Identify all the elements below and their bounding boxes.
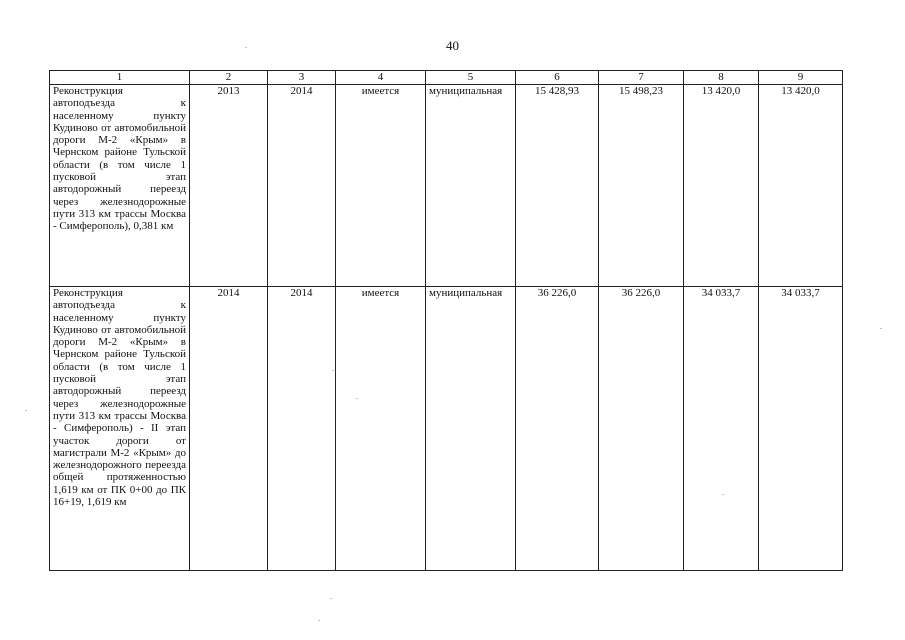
- column-header: 8: [684, 71, 759, 85]
- object-name-cell: Реконструкция автоподъезда к населенному пункту Кудиново от автомобильной дороги М-2 «Крым» в Чернском районе Тульской области (в том числе 1 пусковой этап автодорожный переезд через железнодорожные пути 313 км трассы Москва - Симферополь), 0,381 км: [50, 85, 190, 287]
- scan-speck: [245, 47, 247, 48]
- value-cell: 36 226,0: [599, 287, 684, 571]
- scan-speck: [330, 598, 332, 599]
- value-cell: 34 033,7: [684, 287, 759, 571]
- availability-cell: имеется: [336, 85, 426, 287]
- start-year-cell: 2014: [190, 287, 268, 571]
- column-header: 7: [599, 71, 684, 85]
- availability-cell: имеется: [336, 287, 426, 571]
- table-row: [50, 287, 843, 571]
- value-cell: 13 420,0: [759, 85, 843, 287]
- value-cell: 15 498,23: [599, 85, 684, 287]
- value-cell: 36 226,0: [516, 287, 599, 571]
- scan-speck: [356, 398, 358, 399]
- end-year-cell: 2014: [268, 287, 336, 571]
- scan-speck: [722, 494, 724, 495]
- column-header: 2: [190, 71, 268, 85]
- scan-speck: [25, 410, 27, 411]
- table-header-row: [50, 71, 843, 85]
- scan-speck: [880, 328, 882, 329]
- ownership-cell: муниципальная: [426, 287, 516, 571]
- page-number: 40: [446, 38, 459, 53]
- ownership-cell: муниципальная: [426, 85, 516, 287]
- value-cell: 15 428,93: [516, 85, 599, 287]
- end-year-cell: 2014: [268, 85, 336, 287]
- value-cell: 13 420,0: [684, 85, 759, 287]
- column-header: 4: [336, 71, 426, 85]
- start-year-cell: 2013: [190, 85, 268, 287]
- scan-speck: [332, 370, 334, 371]
- scan-speck: [318, 620, 320, 621]
- column-header: 5: [426, 71, 516, 85]
- table-row: [50, 85, 843, 287]
- column-header: 1: [50, 71, 190, 85]
- value-cell: 34 033,7: [759, 287, 843, 571]
- data-table: [49, 70, 843, 571]
- column-header: 9: [759, 71, 843, 85]
- column-header: 3: [268, 71, 336, 85]
- column-header: 6: [516, 71, 599, 85]
- object-name-cell: Реконструкция автоподъезда к населенному пункту Кудиново от автомобильной дороги М-2 «Крым» в Чернском районе Тульской области (в том числе 1 пусковой этап автодорожный переезд через железнодорожные пути 313 км трассы Москва - Симферополь) - II этап участок дороги от магистрали М-2 «Крым» до железнодорожного переезда общей протяженностью 1,619 км от ПК 0+00 до ПК 16+19, 1,619 км: [50, 287, 190, 571]
